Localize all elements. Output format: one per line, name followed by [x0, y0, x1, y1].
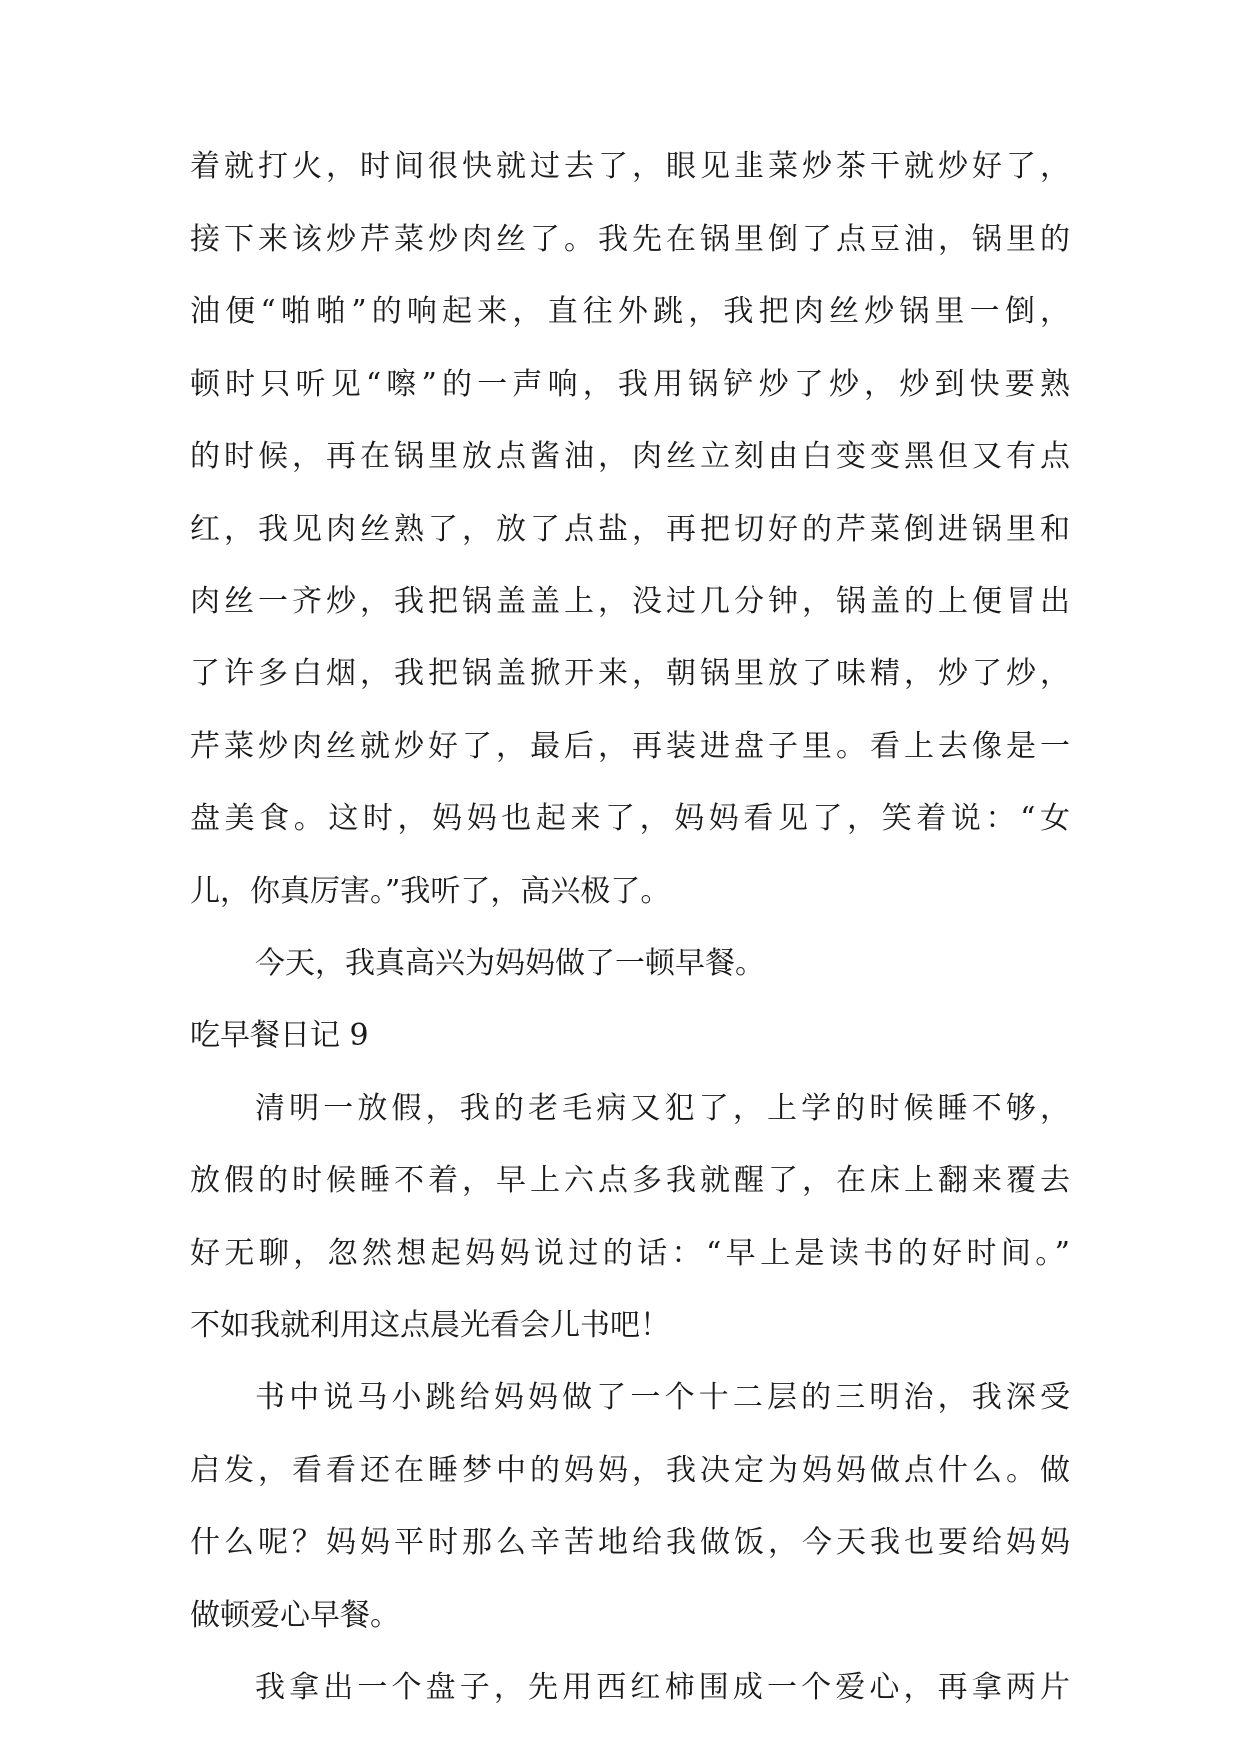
- text-line: 不如我就利用这点晨光看会儿书吧！: [190, 1308, 670, 1343]
- text-line: 儿，你真厉害。”我听了，高兴极了。: [190, 874, 671, 909]
- text-line: 油便“啪啪”的响起来，直往外跳，我把肉丝炒锅里一倒，: [190, 294, 1070, 329]
- paragraph-first-line: 今天，我真高兴为妈妈做了一顿早餐。: [255, 946, 765, 981]
- text-line: 红，我见肉丝熟了，放了点盐，再把切好的芹菜倒进锅里和: [190, 512, 1070, 547]
- text-line: 盘美食。这时，妈妈也起来了，妈妈看见了，笑着说：“女: [190, 801, 1070, 836]
- text-line: 做顿爱心早餐。: [190, 1598, 400, 1633]
- text-line: 顿时只听见“嚓”的一声响，我用锅铲炒了炒，炒到快要熟: [190, 367, 1070, 402]
- paragraph-first-line: 我拿出一个盘子，先用西红柿围成一个爱心，再拿两片: [255, 1670, 1070, 1705]
- paragraph-first-line: 清明一放假，我的老毛病又犯了，上学的时候睡不够，: [255, 1091, 1070, 1126]
- section-heading: 吃早餐日记 9: [190, 1018, 369, 1053]
- text-line: 启发，看看还在睡梦中的妈妈，我决定为妈妈做点什么。做: [190, 1453, 1070, 1488]
- text-line: 放假的时候睡不着，早上六点多我就醒了，在床上翻来覆去: [190, 1163, 1070, 1198]
- text-line: 肉丝一齐炒，我把锅盖盖上，没过几分钟，锅盖的上便冒出: [190, 584, 1070, 619]
- text-line: 接下来该炒芹菜炒肉丝了。我先在锅里倒了点豆油，锅里的: [190, 222, 1070, 257]
- text-line: 了许多白烟，我把锅盖掀开来，朝锅里放了味精，炒了炒，: [190, 656, 1070, 691]
- text-line: 的时候，再在锅里放点酱油，肉丝立刻由白变变黑但又有点: [190, 439, 1070, 474]
- text-line: 芹菜炒肉丝就炒好了，最后，再装进盘子里。看上去像是一: [190, 729, 1070, 764]
- text-line: 着就打火，时间很快就过去了，眼见韭菜炒茶干就炒好了，: [190, 149, 1070, 184]
- text-line: 什么呢？妈妈平时那么辛苦地给我做饭，今天我也要给妈妈: [190, 1525, 1070, 1560]
- text-line: 好无聊，忽然想起妈妈说过的话：“早上是读书的好时间。”: [190, 1236, 1070, 1271]
- paragraph-first-line: 书中说马小跳给妈妈做了一个十二层的三明治，我深受: [255, 1380, 1070, 1415]
